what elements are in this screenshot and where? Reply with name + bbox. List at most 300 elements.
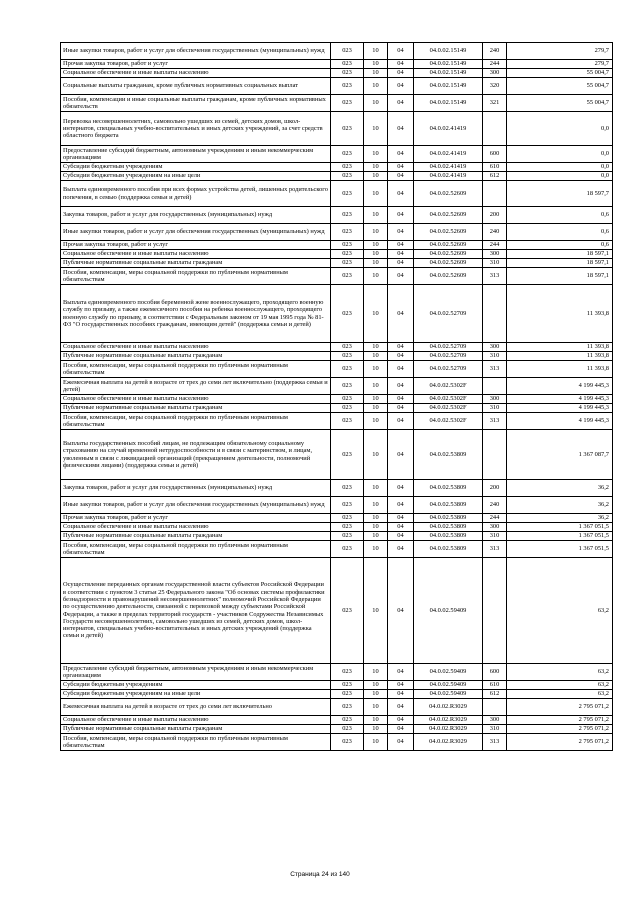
page-number: Страница 24 из 140 xyxy=(290,871,350,878)
cell-target-article: 04.0.02.5302F xyxy=(414,404,483,413)
cell-expense-type: 310 xyxy=(483,532,507,541)
cell-subsection-code: 04 xyxy=(388,497,414,514)
table-row xyxy=(61,497,613,514)
cell-amount: 63,2 xyxy=(507,690,613,699)
cell-expense-type: 321 xyxy=(483,95,507,112)
table-row xyxy=(61,241,613,250)
cell-amount: 0,6 xyxy=(507,241,613,250)
cell-department-code: 023 xyxy=(331,241,364,250)
cell-section-code: 10 xyxy=(364,681,388,690)
cell-subsection-code: 04 xyxy=(388,207,414,224)
cell-subsection-code: 04 xyxy=(388,404,414,413)
cell-subsection-code: 04 xyxy=(388,532,414,541)
cell-amount: 36,2 xyxy=(507,497,613,514)
cell-description: Публичные нормативные социальные выплаты гражданам xyxy=(61,352,331,361)
cell-expense-type xyxy=(483,285,507,343)
cell-department-code: 023 xyxy=(331,343,364,352)
cell-description: Социальное обеспечение и иные выплаты населению xyxy=(61,250,331,259)
table-row xyxy=(61,716,613,725)
cell-department-code: 023 xyxy=(331,224,364,241)
table-row xyxy=(61,690,613,699)
cell-department-code: 023 xyxy=(331,60,364,69)
cell-amount: 11 393,8 xyxy=(507,352,613,361)
cell-section-code: 10 xyxy=(364,716,388,725)
cell-subsection-code: 04 xyxy=(388,558,414,664)
cell-description: Предоставление субсидий бюджетным, автономным учреждениям и иным некоммерческим организациям xyxy=(61,664,331,681)
cell-department-code: 023 xyxy=(331,259,364,268)
table-row xyxy=(61,343,613,352)
table-row xyxy=(61,112,613,146)
cell-amount: 11 393,8 xyxy=(507,285,613,343)
cell-amount: 63,2 xyxy=(507,558,613,664)
cell-amount: 279,7 xyxy=(507,60,613,69)
cell-target-article: 04.0.02.R3029 xyxy=(414,734,483,751)
cell-amount: 55 004,7 xyxy=(507,69,613,78)
cell-section-code: 10 xyxy=(364,378,388,395)
cell-subsection-code: 04 xyxy=(388,172,414,181)
cell-expense-type: 244 xyxy=(483,514,507,523)
cell-target-article: 04.0.02.15149 xyxy=(414,43,483,60)
cell-amount: 4 199 445,3 xyxy=(507,404,613,413)
cell-amount: 2 795 071,2 xyxy=(507,734,613,751)
cell-subsection-code: 04 xyxy=(388,523,414,532)
cell-description: Иные закупки товаров, работ и услуг для обеспечения государственных (муниципальных) нужд xyxy=(61,43,331,60)
cell-target-article: 04.0.02.41419 xyxy=(414,112,483,146)
cell-amount: 0,6 xyxy=(507,224,613,241)
cell-department-code: 023 xyxy=(331,395,364,404)
table-row xyxy=(61,514,613,523)
table-row xyxy=(61,664,613,681)
cell-department-code: 023 xyxy=(331,541,364,558)
cell-description: Публичные нормативные социальные выплаты гражданам xyxy=(61,404,331,413)
cell-target-article: 04.0.02.R3029 xyxy=(414,725,483,734)
table-row xyxy=(61,541,613,558)
cell-subsection-code: 04 xyxy=(388,224,414,241)
cell-description: Ежемесячная выплата на детей в возрасте от трех до семи лет включительно xyxy=(61,699,331,716)
cell-subsection-code: 04 xyxy=(388,690,414,699)
cell-subsection-code: 04 xyxy=(388,725,414,734)
cell-target-article: 04.0.02.52609 xyxy=(414,259,483,268)
cell-target-article: 04.0.02.59409 xyxy=(414,681,483,690)
cell-description: Субсидии бюджетным учреждениям xyxy=(61,681,331,690)
table-row xyxy=(61,43,613,60)
table-row xyxy=(61,224,613,241)
cell-expense-type: 300 xyxy=(483,716,507,725)
cell-department-code: 023 xyxy=(331,361,364,378)
cell-expense-type: 200 xyxy=(483,207,507,224)
cell-target-article: 04.0.02.52709 xyxy=(414,352,483,361)
cell-section-code: 10 xyxy=(364,241,388,250)
cell-section-code: 10 xyxy=(364,172,388,181)
cell-target-article: 04.0.02.52709 xyxy=(414,285,483,343)
cell-section-code: 10 xyxy=(364,95,388,112)
cell-department-code: 023 xyxy=(331,207,364,224)
cell-section-code: 10 xyxy=(364,259,388,268)
cell-department-code: 023 xyxy=(331,146,364,163)
cell-description: Социальное обеспечение и иные выплаты населению xyxy=(61,716,331,725)
cell-subsection-code: 04 xyxy=(388,181,414,207)
cell-description: Публичные нормативные социальные выплаты гражданам xyxy=(61,259,331,268)
cell-amount: 0,0 xyxy=(507,163,613,172)
cell-amount: 2 795 071,2 xyxy=(507,716,613,725)
cell-amount: 4 199 445,3 xyxy=(507,395,613,404)
cell-amount: 18 597,1 xyxy=(507,268,613,285)
cell-department-code: 023 xyxy=(331,285,364,343)
cell-description: Публичные нормативные социальные выплаты гражданам xyxy=(61,725,331,734)
cell-target-article: 04.0.02.41419 xyxy=(414,163,483,172)
table-row xyxy=(61,146,613,163)
cell-target-article: 04.0.02.41419 xyxy=(414,172,483,181)
cell-amount: 4 199 445,3 xyxy=(507,413,613,430)
table-row xyxy=(61,725,613,734)
cell-description: Выплаты государственных пособий лицам, не подлежащим обязательному социальному страхованию на случай временной нетрудоспособности и в связи с материнством, и лицам, уволенным в связи с ликвидацией организаций (прекращением деятельности, полномочий физическими лицами) (поддержка семьи и детей) xyxy=(61,430,331,480)
cell-expense-type xyxy=(483,558,507,664)
table-row xyxy=(61,523,613,532)
cell-expense-type: 300 xyxy=(483,523,507,532)
cell-target-article: 04.0.02.15149 xyxy=(414,78,483,95)
cell-description: Прочая закупка товаров, работ и услуг xyxy=(61,241,331,250)
table-row xyxy=(61,558,613,664)
cell-target-article: 04.0.02.53809 xyxy=(414,480,483,497)
table-row xyxy=(61,413,613,430)
cell-amount: 11 393,8 xyxy=(507,361,613,378)
cell-amount: 0,0 xyxy=(507,146,613,163)
cell-section-code: 10 xyxy=(364,725,388,734)
table-row xyxy=(61,361,613,378)
cell-target-article: 04.0.02.5302F xyxy=(414,413,483,430)
cell-description: Прочая закупка товаров, работ и услуг xyxy=(61,60,331,69)
cell-expense-type: 240 xyxy=(483,497,507,514)
cell-section-code: 10 xyxy=(364,163,388,172)
cell-description: Прочая закупка товаров, работ и услуг xyxy=(61,514,331,523)
cell-expense-type: 310 xyxy=(483,725,507,734)
cell-amount: 2 795 071,2 xyxy=(507,725,613,734)
cell-expense-type: 600 xyxy=(483,146,507,163)
cell-expense-type: 300 xyxy=(483,343,507,352)
cell-subsection-code: 04 xyxy=(388,395,414,404)
table-row xyxy=(61,60,613,69)
cell-section-code: 10 xyxy=(364,480,388,497)
cell-department-code: 023 xyxy=(331,725,364,734)
cell-section-code: 10 xyxy=(364,250,388,259)
cell-amount: 1 367 051,5 xyxy=(507,523,613,532)
cell-amount: 4 199 445,3 xyxy=(507,378,613,395)
cell-department-code: 023 xyxy=(331,181,364,207)
cell-amount: 0,0 xyxy=(507,112,613,146)
cell-description: Закупка товаров, работ и услуг для государственных (муниципальных) нужд xyxy=(61,480,331,497)
cell-description: Выплата единовременного пособия беременной жене военнослужащего, проходящего военную службу по призыву, а также ежемесячного пособия на ребенка военнослужащего, проходящего военную службу по призыву, в соответствии с Федеральным законом от 19 мая 1995 года № 81-ФЗ "О государственных пособиях гражданам, имеющим детей" (поддержка семьи и детей) xyxy=(61,285,331,343)
cell-department-code: 023 xyxy=(331,95,364,112)
cell-expense-type xyxy=(483,430,507,480)
cell-expense-type: 612 xyxy=(483,690,507,699)
cell-section-code: 10 xyxy=(364,690,388,699)
cell-expense-type: 610 xyxy=(483,681,507,690)
cell-description: Осуществление переданных органам государственной власти субъектов Российской Федерации в соответствии с пунктом 3 статьи 25 Федерального закона "Об основах системы профилактики безнадзорности и правонарушений несовершеннолетних" полномочий Российской Федерации по осуществлению деятельности, связанной с перевозкой между субъектами Российской Федерации, а также в пределах территорий государств - участников Содружества Независимых Государств несовершеннолетних, самовольно ушедших из семей, детских домов, школ-интернатов, специальных учебно-воспитательных и иных детских учреждений (поддержка семьи и детей) xyxy=(61,558,331,664)
cell-subsection-code: 04 xyxy=(388,78,414,95)
cell-section-code: 10 xyxy=(364,361,388,378)
cell-amount: 11 393,8 xyxy=(507,343,613,352)
cell-amount: 18 597,1 xyxy=(507,259,613,268)
cell-subsection-code: 04 xyxy=(388,285,414,343)
table-row xyxy=(61,181,613,207)
cell-description: Пособия, компенсации, меры социальной поддержки по публичным нормативным обязательствам xyxy=(61,413,331,430)
table-row xyxy=(61,172,613,181)
cell-expense-type: 313 xyxy=(483,541,507,558)
cell-subsection-code: 04 xyxy=(388,699,414,716)
cell-expense-type: 300 xyxy=(483,395,507,404)
cell-description: Субсидии бюджетным учреждениям на иные цели xyxy=(61,690,331,699)
cell-department-code: 023 xyxy=(331,43,364,60)
cell-subsection-code: 04 xyxy=(388,514,414,523)
table-row xyxy=(61,95,613,112)
cell-expense-type xyxy=(483,112,507,146)
cell-expense-type: 313 xyxy=(483,734,507,751)
table-row xyxy=(61,430,613,480)
cell-amount: 55 004,7 xyxy=(507,78,613,95)
cell-department-code: 023 xyxy=(331,78,364,95)
cell-section-code: 10 xyxy=(364,532,388,541)
cell-department-code: 023 xyxy=(331,532,364,541)
cell-description: Иные закупки товаров, работ и услуг для обеспечения государственных (муниципальных) нужд xyxy=(61,497,331,514)
cell-amount: 36,2 xyxy=(507,480,613,497)
cell-department-code: 023 xyxy=(331,404,364,413)
cell-description: Предоставление субсидий бюджетным, автономным учреждениям и иным некоммерческим организациям xyxy=(61,146,331,163)
cell-amount: 1 367 051,5 xyxy=(507,532,613,541)
table-row xyxy=(61,681,613,690)
cell-subsection-code: 04 xyxy=(388,259,414,268)
table-row xyxy=(61,352,613,361)
cell-amount: 18 597,1 xyxy=(507,250,613,259)
table-body xyxy=(61,43,613,751)
cell-department-code: 023 xyxy=(331,716,364,725)
cell-amount: 63,2 xyxy=(507,664,613,681)
cell-target-article: 04.0.02.53809 xyxy=(414,514,483,523)
cell-target-article: 04.0.02.5302F xyxy=(414,378,483,395)
cell-description: Публичные нормативные социальные выплаты гражданам xyxy=(61,532,331,541)
cell-amount: 2 795 071,2 xyxy=(507,699,613,716)
cell-expense-type: 610 xyxy=(483,163,507,172)
cell-section-code: 10 xyxy=(364,497,388,514)
cell-description: Иные закупки товаров, работ и услуг для обеспечения государственных (муниципальных) нужд xyxy=(61,224,331,241)
cell-subsection-code: 04 xyxy=(388,95,414,112)
cell-department-code: 023 xyxy=(331,514,364,523)
table-row xyxy=(61,480,613,497)
cell-section-code: 10 xyxy=(364,734,388,751)
cell-section-code: 10 xyxy=(364,523,388,532)
cell-amount: 55 004,7 xyxy=(507,95,613,112)
cell-subsection-code: 04 xyxy=(388,734,414,751)
cell-expense-type: 310 xyxy=(483,352,507,361)
cell-subsection-code: 04 xyxy=(388,241,414,250)
cell-expense-type: 310 xyxy=(483,259,507,268)
table-row xyxy=(61,285,613,343)
cell-amount: 63,2 xyxy=(507,681,613,690)
table-row xyxy=(61,78,613,95)
cell-target-article: 04.0.02.52709 xyxy=(414,361,483,378)
table-row xyxy=(61,207,613,224)
cell-department-code: 023 xyxy=(331,480,364,497)
cell-section-code: 10 xyxy=(364,181,388,207)
cell-section-code: 10 xyxy=(364,78,388,95)
cell-target-article: 04.0.02.59409 xyxy=(414,664,483,681)
cell-description: Социальное обеспечение и иные выплаты населению xyxy=(61,69,331,78)
cell-target-article: 04.0.02.52609 xyxy=(414,268,483,285)
cell-expense-type xyxy=(483,181,507,207)
cell-section-code: 10 xyxy=(364,352,388,361)
cell-target-article: 04.0.02.53809 xyxy=(414,541,483,558)
cell-department-code: 023 xyxy=(331,664,364,681)
cell-department-code: 023 xyxy=(331,699,364,716)
cell-department-code: 023 xyxy=(331,112,364,146)
cell-target-article: 04.0.02.41419 xyxy=(414,146,483,163)
cell-target-article: 04.0.02.52609 xyxy=(414,224,483,241)
cell-target-article: 04.0.02.53809 xyxy=(414,430,483,480)
cell-department-code: 023 xyxy=(331,250,364,259)
cell-section-code: 10 xyxy=(364,343,388,352)
cell-amount: 279,7 xyxy=(507,43,613,60)
cell-section-code: 10 xyxy=(364,60,388,69)
cell-section-code: 10 xyxy=(364,558,388,664)
cell-target-article: 04.0.02.52609 xyxy=(414,181,483,207)
cell-section-code: 10 xyxy=(364,413,388,430)
cell-subsection-code: 04 xyxy=(388,146,414,163)
cell-target-article: 04.0.02.52709 xyxy=(414,343,483,352)
cell-description: Субсидии бюджетным учреждениям на иные цели xyxy=(61,172,331,181)
cell-description: Закупка товаров, работ и услуг для государственных (муниципальных) нужд xyxy=(61,207,331,224)
cell-section-code: 10 xyxy=(364,664,388,681)
cell-section-code: 10 xyxy=(364,112,388,146)
cell-subsection-code: 04 xyxy=(388,430,414,480)
table-row xyxy=(61,532,613,541)
cell-amount: 36,2 xyxy=(507,514,613,523)
budget-table xyxy=(60,42,613,751)
table-row xyxy=(61,699,613,716)
cell-expense-type xyxy=(483,378,507,395)
cell-subsection-code: 04 xyxy=(388,664,414,681)
cell-description: Пособия, компенсации и иные социальные выплаты гражданам, кроме публичных нормативных обязательств xyxy=(61,95,331,112)
cell-amount: 1 367 087,7 xyxy=(507,430,613,480)
cell-target-article: 04.0.02.15149 xyxy=(414,95,483,112)
cell-subsection-code: 04 xyxy=(388,480,414,497)
cell-section-code: 10 xyxy=(364,541,388,558)
cell-amount: 0,0 xyxy=(507,172,613,181)
cell-department-code: 023 xyxy=(331,413,364,430)
cell-subsection-code: 04 xyxy=(388,716,414,725)
cell-description: Социальные выплаты гражданам, кроме публичных нормативных социальных выплат xyxy=(61,78,331,95)
cell-target-article: 04.0.02.R3029 xyxy=(414,716,483,725)
cell-amount: 1 367 051,5 xyxy=(507,541,613,558)
cell-department-code: 023 xyxy=(331,172,364,181)
cell-expense-type: 240 xyxy=(483,224,507,241)
cell-description: Пособия, компенсации, меры социальной поддержки по публичным нормативным обязательствам xyxy=(61,268,331,285)
cell-target-article: 04.0.02.59409 xyxy=(414,690,483,699)
cell-target-article: 04.0.02.R3029 xyxy=(414,699,483,716)
cell-subsection-code: 04 xyxy=(388,250,414,259)
cell-section-code: 10 xyxy=(364,69,388,78)
table-row xyxy=(61,395,613,404)
cell-expense-type: 200 xyxy=(483,480,507,497)
cell-section-code: 10 xyxy=(364,146,388,163)
cell-department-code: 023 xyxy=(331,378,364,395)
cell-department-code: 023 xyxy=(331,690,364,699)
cell-description: Перевозка несовершеннолетних, самовольно ушедших из семей, детских домов, школ-интернатов, специальных учебно-воспитательных и иных детских учреждений, за счет средств областного бюджета xyxy=(61,112,331,146)
cell-department-code: 023 xyxy=(331,734,364,751)
cell-section-code: 10 xyxy=(364,224,388,241)
table-row xyxy=(61,163,613,172)
cell-expense-type: 240 xyxy=(483,43,507,60)
cell-target-article: 04.0.02.52609 xyxy=(414,241,483,250)
cell-target-article: 04.0.02.5302F xyxy=(414,395,483,404)
cell-expense-type: 300 xyxy=(483,69,507,78)
cell-section-code: 10 xyxy=(364,207,388,224)
cell-description: Субсидии бюджетным учреждениям xyxy=(61,163,331,172)
cell-subsection-code: 04 xyxy=(388,69,414,78)
cell-expense-type: 313 xyxy=(483,413,507,430)
cell-description: Выплата единовременного пособия при всех формах устройства детей, лишенных родительского попечения, в семью (поддержка семьи и детей) xyxy=(61,181,331,207)
cell-target-article: 04.0.02.52609 xyxy=(414,207,483,224)
cell-expense-type xyxy=(483,699,507,716)
cell-department-code: 023 xyxy=(331,163,364,172)
table-row xyxy=(61,378,613,395)
cell-subsection-code: 04 xyxy=(388,378,414,395)
cell-section-code: 10 xyxy=(364,43,388,60)
cell-subsection-code: 04 xyxy=(388,361,414,378)
cell-subsection-code: 04 xyxy=(388,681,414,690)
cell-department-code: 023 xyxy=(331,523,364,532)
cell-department-code: 023 xyxy=(331,430,364,480)
cell-target-article: 04.0.02.59409 xyxy=(414,558,483,664)
cell-target-article: 04.0.02.53809 xyxy=(414,497,483,514)
cell-subsection-code: 04 xyxy=(388,43,414,60)
cell-target-article: 04.0.02.15149 xyxy=(414,60,483,69)
cell-expense-type: 320 xyxy=(483,78,507,95)
cell-expense-type: 600 xyxy=(483,664,507,681)
cell-expense-type: 300 xyxy=(483,250,507,259)
cell-description: Пособия, компенсации, меры социальной поддержки по публичным нормативным обязательствам xyxy=(61,361,331,378)
cell-subsection-code: 04 xyxy=(388,268,414,285)
table-row xyxy=(61,250,613,259)
cell-department-code: 023 xyxy=(331,497,364,514)
cell-subsection-code: 04 xyxy=(388,541,414,558)
cell-target-article: 04.0.02.52609 xyxy=(414,250,483,259)
cell-target-article: 04.0.02.15149 xyxy=(414,69,483,78)
cell-description: Социальное обеспечение и иные выплаты населению xyxy=(61,343,331,352)
cell-section-code: 10 xyxy=(364,430,388,480)
cell-subsection-code: 04 xyxy=(388,163,414,172)
cell-section-code: 10 xyxy=(364,395,388,404)
cell-subsection-code: 04 xyxy=(388,413,414,430)
cell-department-code: 023 xyxy=(331,681,364,690)
cell-subsection-code: 04 xyxy=(388,352,414,361)
cell-section-code: 10 xyxy=(364,514,388,523)
cell-subsection-code: 04 xyxy=(388,112,414,146)
cell-expense-type: 244 xyxy=(483,60,507,69)
cell-amount: 18 597,7 xyxy=(507,181,613,207)
cell-description: Пособия, компенсации, меры социальной поддержки по публичным нормативным обязательствам xyxy=(61,541,331,558)
cell-target-article: 04.0.02.53809 xyxy=(414,532,483,541)
cell-subsection-code: 04 xyxy=(388,60,414,69)
cell-expense-type: 310 xyxy=(483,404,507,413)
table-row xyxy=(61,259,613,268)
table-row xyxy=(61,404,613,413)
cell-description: Социальное обеспечение и иные выплаты населению xyxy=(61,523,331,532)
cell-section-code: 10 xyxy=(364,268,388,285)
cell-section-code: 10 xyxy=(364,699,388,716)
cell-description: Пособия, компенсации, меры социальной поддержки по публичным нормативным обязательствам xyxy=(61,734,331,751)
cell-subsection-code: 04 xyxy=(388,343,414,352)
cell-target-article: 04.0.02.53809 xyxy=(414,523,483,532)
cell-expense-type: 244 xyxy=(483,241,507,250)
